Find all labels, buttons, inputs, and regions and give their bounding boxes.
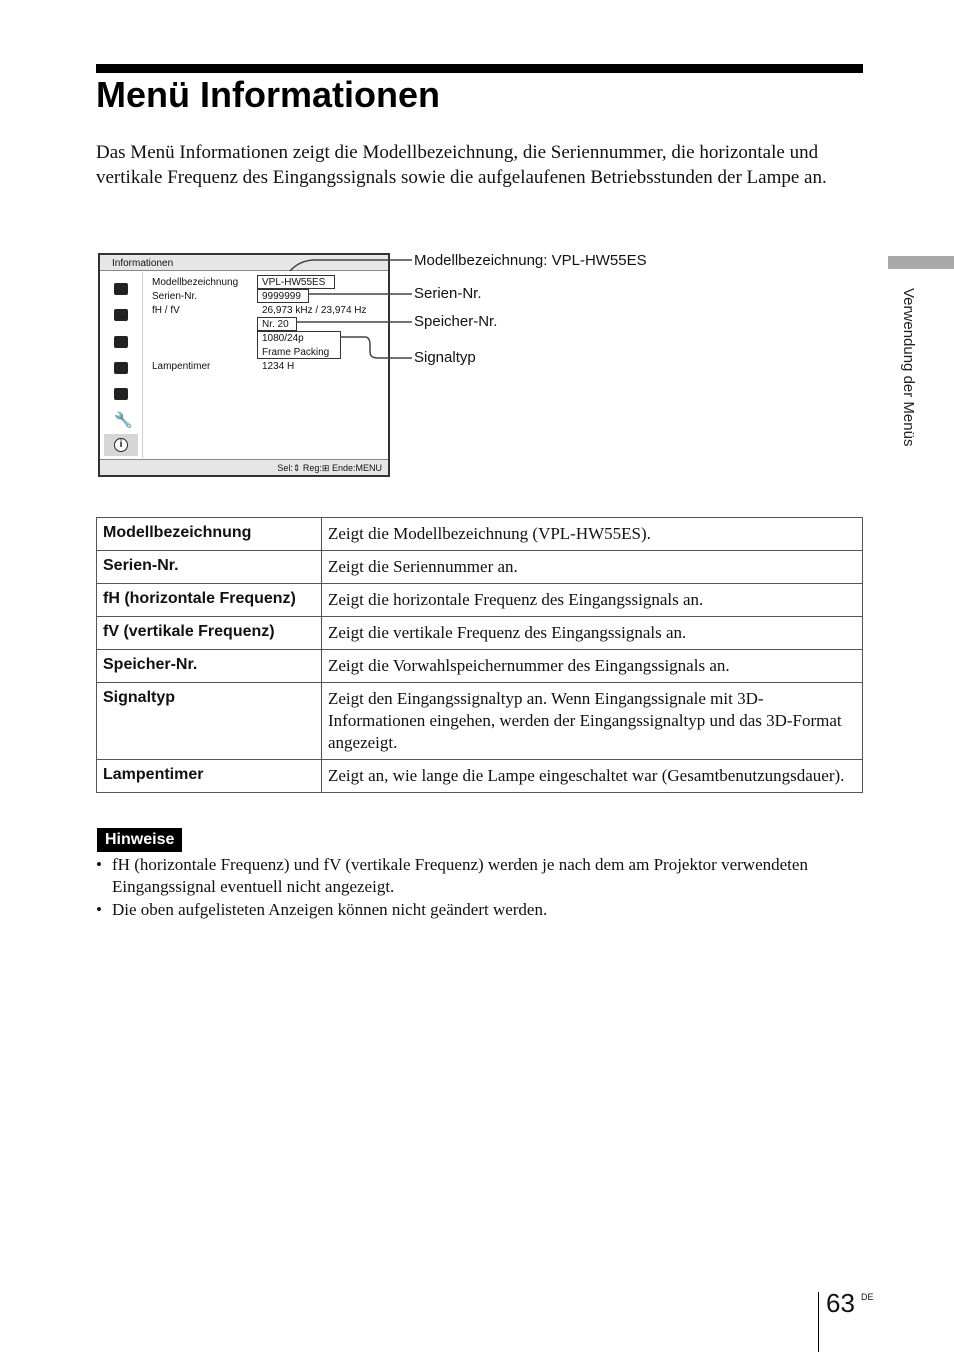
menu-value-3d-format: Frame Packing: [262, 347, 330, 358]
menu-value-signal-format: 1080/24p: [262, 333, 304, 344]
table-desc: Zeigt die Vorwahlspeichernummer des Eingangssignals an.: [322, 650, 863, 683]
table-key: Speicher-Nr.: [97, 650, 322, 683]
table-key: Serien-Nr.: [97, 551, 322, 584]
table-desc: Zeigt die vertikale Frequenz des Eingangssignals an.: [322, 617, 863, 650]
callout-memory: Speicher-Nr.: [414, 313, 498, 330]
menu-title: Informationen: [100, 255, 388, 271]
table-row: [97, 650, 863, 683]
table-row: [97, 518, 863, 551]
table-key: fV (vertikale Frequenz): [97, 617, 322, 650]
menu-value-serial: 9999999: [262, 291, 301, 302]
page-number: 63: [826, 1288, 855, 1318]
menu-label-model: Modellbezeichnung: [152, 277, 239, 288]
list-item: • fH (horizontale Frequenz) und fV (vertikale Frequenz) werden je nach dem am Projektor verwendeten Eingangssignal eventuell nicht angezeigt.: [96, 854, 836, 898]
table-row: [97, 551, 863, 584]
callout-model: Modellbezeichnung: VPL-HW55ES: [414, 252, 647, 269]
callout-signal: Signaltyp: [414, 349, 476, 366]
menu-label-lamp: Lampentimer: [152, 361, 211, 372]
table-row: [97, 584, 863, 617]
menu-value-model: VPL-HW55ES: [262, 277, 326, 288]
menu-label-freq: fH / fV: [152, 305, 180, 316]
callout-line-model: [290, 260, 412, 271]
menu-footer: Sel:⇕ Reg:⊞ Ende:MENU: [100, 459, 388, 475]
list-item: • Die oben aufgelisteten Anzeigen können nicht geändert werden.: [96, 899, 836, 921]
table-key: Signaltyp: [97, 683, 322, 760]
page-number-rule: [818, 1292, 819, 1352]
notes-list: [96, 854, 836, 922]
callout-serial: Serien-Nr.: [414, 285, 482, 302]
table-key: Modellbezeichnung: [97, 518, 322, 551]
table-desc: Zeigt den Eingangssignaltyp an. Wenn Eingangssignale mit 3D-Informationen eingehen, werden der Eingangssignaltyp und das 3D-Format angezeigt.: [322, 683, 863, 760]
table-desc: Zeigt die horizontale Frequenz des Eingangssignals an.: [322, 584, 863, 617]
notes-heading: Hinweise: [97, 828, 182, 852]
table-row: [97, 760, 863, 793]
intro-paragraph: Das Menü Informationen zeigt die Modellbezeichnung, die Seriennummer, die horizontale und vertikale Frequenz des Eingangssignals sowie die aufgelaufenen Betriebsstunden der Lampe an.: [96, 142, 827, 188]
table-desc: Zeigt die Modellbezeichnung (VPL-HW55ES).: [322, 518, 863, 551]
wrench-icon: 🔧: [114, 412, 133, 429]
page-language: DE: [861, 1292, 874, 1302]
table-row: [97, 617, 863, 650]
menu-value-lamp: 1234 H: [262, 361, 295, 372]
menu-label-serial: Serien-Nr.: [152, 291, 198, 302]
menu-value-freq: 26,973 kHz / 23,974 Hz: [262, 305, 367, 316]
page-title: Menü Informationen: [96, 74, 440, 115]
callout-line-signal: [340, 337, 412, 358]
menu-value-memory: Nr. 20: [262, 319, 289, 330]
table-key: fH (horizontale Frequenz): [97, 584, 322, 617]
table-desc: Zeigt an, wie lange die Lampe eingeschaltet war (Gesamtbenutzungsdauer).: [322, 760, 863, 793]
info-icon: i: [114, 438, 128, 452]
table-desc: Zeigt die Seriennummer an.: [322, 551, 863, 584]
table-row: [97, 683, 863, 760]
callout-lines: [0, 0, 954, 500]
side-tab-label: Verwendung der Menüs: [900, 288, 917, 447]
info-table: [96, 517, 863, 793]
table-key: Lampentimer: [97, 760, 322, 793]
